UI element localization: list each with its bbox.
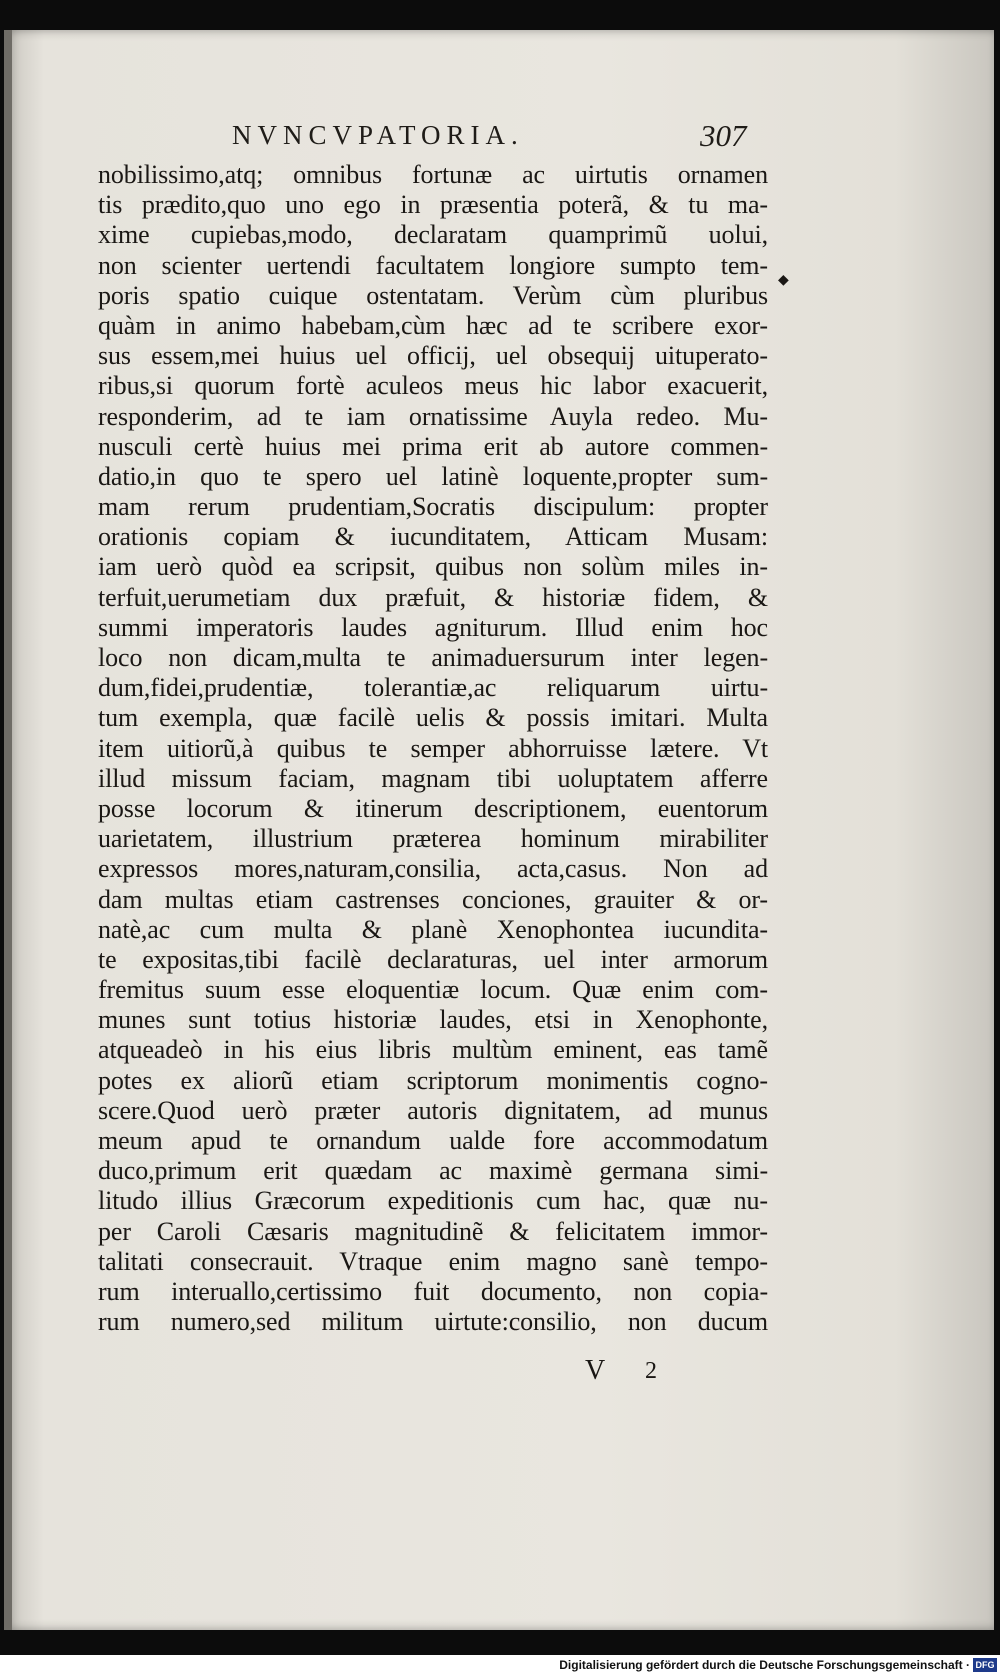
text-line: talitati consecrauit. Vtraque enim magno sanè tempo- [98, 1246, 768, 1276]
page-number: 307 [700, 118, 747, 153]
text-line: rum interuallo,certissimo fuit documento, non copia- [98, 1276, 768, 1306]
margin-mark-icon: ◆ [778, 273, 789, 288]
text-line: datio,in quo te spero uel latinè loquente,propter sum- [98, 461, 768, 491]
text-line: per Caroli Cæsaris magnitudinẽ & felicitatem immor- [98, 1216, 768, 1246]
page-spine-shadow [4, 30, 12, 1630]
catchword: V [585, 1355, 606, 1386]
text-line: terfuit,uerumetiam dux præfuit, & historiæ fidem, & [98, 582, 768, 612]
signature-mark: 2 [645, 1358, 657, 1384]
text-line: orationis copiam & iucunditatem, Atticam Musam: [98, 522, 768, 552]
text-line: tum exempla, quæ facilè uelis & possis imitari. Multa [98, 703, 768, 733]
text-line: nusculi certè huius mei prima erit ab autore commen- [98, 431, 768, 461]
text-line: uarietatem, illustrium præterea hominum mirabiliter [98, 824, 768, 854]
dfg-logo-icon: DFG [973, 1658, 997, 1672]
text-line: tis prædito,quo uno ego in præsentia poterã, & tu ma- [98, 190, 768, 220]
text-line: illud missum faciam, magnam tibi uoluptatem afferre [98, 763, 768, 793]
text-line: non scienter uertendi facultatem longiore sumpto tem- [98, 250, 768, 280]
body-text [98, 160, 768, 1337]
text-line: responderim, ad te iam ornatissime Auyla redeo. Mu- [98, 401, 768, 431]
text-line: scere.Quod uerò præter autoris dignitatem, ad munus [98, 1095, 768, 1125]
text-line: litudo illius Græcorum expeditionis cum hac, quæ nu- [98, 1186, 768, 1216]
text-line: posse locorum & itinerum descriptionem, euentorum [98, 793, 768, 823]
running-head: NVNCVPATORIA. [232, 120, 524, 150]
text-line: fremitus suum esse eloquentiæ locum. Quæ enim com- [98, 975, 768, 1005]
text-line: iam uerò quòd ea scripsit, quibus non solùm miles in- [98, 552, 768, 582]
text-line: quàm in animo habebam,cùm hæc ad te scribere exor- [98, 310, 768, 340]
text-line: duco,primum erit quædam ac maximè germana simi- [98, 1156, 768, 1186]
text-line: potes ex aliorũ etiam scriptorum monimentis cogno- [98, 1065, 768, 1095]
text-line: atqueadeò in his eius libris multùm eminent, eas tamẽ [98, 1035, 768, 1065]
text-line: loco non dicam,multa te animaduersurum inter legen- [98, 643, 768, 672]
text-line: ribus,si quorum fortè aculeos meus hic labor exacuerit, [98, 371, 768, 401]
text-line: expressos mores,naturam,consilia, acta,casus. Non ad [98, 854, 768, 884]
text-line: xime cupiebas,modo, declaratam quamprimũ uolui, [98, 220, 768, 250]
text-line: meum apud te ornandum ualde fore accommodatum [98, 1126, 768, 1155]
footer-credit: Digitalisierung gefördert durch die Deutsche Forschungsgemeinschaft · [559, 1658, 970, 1672]
text-line: dum,fidei,prudentiæ, tolerantiæ,ac reliquarum uirtu- [98, 673, 768, 703]
text-line: poris spatio cuique ostentatam. Verùm cùm pluribus [98, 280, 768, 310]
text-line: rum numero,sed militum uirtute:consilio, non ducum [98, 1307, 768, 1337]
text-line: natè,ac cum multa & planè Xenophontea iucundita- [98, 914, 768, 944]
text-line: mam rerum prudentiam,Socratis discipulum: propter [98, 492, 768, 522]
text-line: item uitiorũ,à quibus te semper abhorruisse lætere. Vt [98, 733, 768, 763]
text-line: te expositas,tibi facilè declaraturas, uel inter armorum [98, 944, 768, 974]
text-line: nobilissimo,atq; omnibus fortunæ ac uirtutis ornamen [98, 160, 768, 189]
text-line: sus essem,mei huius uel officij, uel obsequij uituperato- [98, 341, 768, 371]
text-line: dam multas etiam castrenses conciones, grauiter & or- [98, 884, 768, 914]
text-line: munes sunt totius historiæ laudes, etsi in Xenophonte, [98, 1005, 768, 1035]
text-line: summi imperatoris laudes agniturum. Illud enim hoc [98, 612, 768, 642]
